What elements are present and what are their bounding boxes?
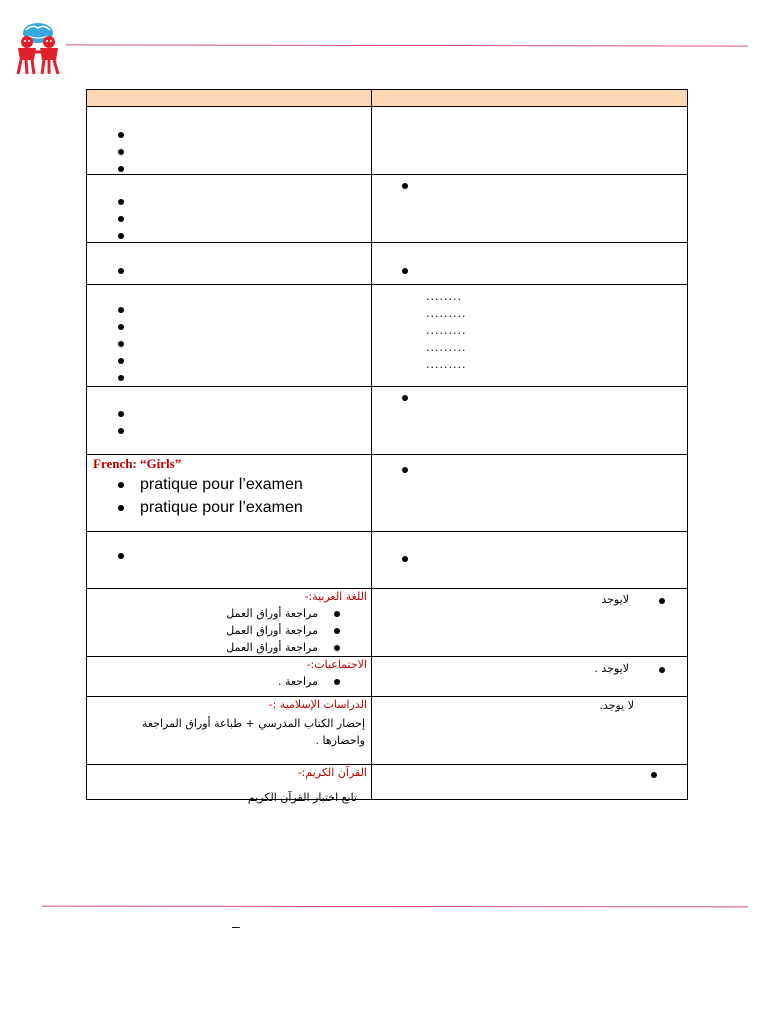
french-title: French: “Girls” — [93, 456, 182, 471]
table-row-islamic — [87, 697, 688, 765]
table-row — [87, 175, 688, 243]
homework-cell — [372, 455, 688, 532]
subject-cell-quran — [87, 765, 372, 804]
bullet — [651, 772, 657, 778]
table-row — [87, 387, 688, 455]
arabic-list — [226, 605, 340, 656]
table-row-social — [87, 657, 688, 697]
bullet — [659, 667, 665, 673]
table-header-row — [87, 90, 688, 107]
french-item: pratique pour l’examen — [118, 496, 303, 519]
table-row — [87, 285, 688, 387]
quran-heading: القرآن الكريم:- — [297, 766, 367, 779]
table-row — [87, 243, 688, 285]
subject-cell-arabic — [87, 589, 372, 657]
arabic-heading: اللغة العربية:- — [304, 590, 367, 603]
arabic-item: مراجعة أوراق العمل — [226, 622, 340, 639]
homework-cell-arabic — [372, 589, 688, 657]
subject-cell — [87, 175, 372, 243]
islamic-heading: الدراسات الإسلامية :- — [268, 698, 367, 711]
french-item: pratique pour l’examen — [118, 473, 303, 496]
dotted-line: ......... — [426, 307, 467, 320]
arabic-item: مراجعة أوراق العمل — [226, 605, 340, 622]
arabic-item: مراجعة أوراق العمل — [226, 639, 340, 656]
header-cell-right — [372, 90, 688, 107]
subject-cell — [87, 387, 372, 455]
dotted-line: ......... — [426, 341, 467, 354]
social-heading: الاجتماعيات:- — [306, 658, 367, 671]
subject-cell-french — [87, 455, 372, 532]
subject-cell — [87, 243, 372, 285]
footer-rule — [42, 906, 748, 908]
subject-cell-islamic — [87, 697, 372, 765]
subject-cell — [87, 532, 372, 589]
french-list — [118, 473, 303, 519]
homework-cell-islamic — [372, 697, 688, 765]
homework-cell — [372, 387, 688, 455]
subject-cell — [87, 107, 372, 175]
dotted-line: ......... — [426, 324, 467, 337]
header-cell-left — [87, 90, 372, 107]
table-row — [87, 107, 688, 175]
social-homework-text: لايوجد . — [594, 662, 629, 675]
homework-table — [86, 89, 688, 804]
school-logo — [12, 18, 64, 76]
bullet — [659, 598, 665, 604]
dotted-line: ......... — [426, 358, 467, 371]
dotted-line: ........ — [426, 290, 462, 303]
social-list — [278, 673, 340, 690]
islamic-text: إحضار الكتاب المدرسي + طباعة أوراق المراجعة واحضارها . — [141, 717, 365, 747]
arabic-homework-text: لايوجد — [601, 593, 629, 606]
quran-text: تابع اختبار القرآن الكريم — [247, 791, 357, 804]
table-row-french — [87, 455, 688, 532]
subject-cell-social — [87, 657, 372, 697]
social-homework — [594, 662, 629, 675]
homework-cell — [372, 532, 688, 589]
subject-cell — [87, 285, 372, 387]
footer-mark: – — [232, 918, 240, 934]
homework-cell-social — [372, 657, 688, 697]
homework-cell-quran — [372, 765, 688, 800]
table-row — [87, 532, 688, 589]
homework-cell — [372, 285, 688, 387]
islamic-homework-text: لا يوجد. — [599, 699, 634, 712]
homework-cell — [372, 243, 688, 285]
social-item: مراجعة . — [278, 673, 340, 690]
dotted-lines — [426, 288, 466, 373]
table-row-arabic — [87, 589, 688, 657]
homework-cell — [372, 175, 688, 243]
arabic-homework — [601, 593, 629, 606]
table-row-quran — [87, 765, 688, 800]
header-rule — [66, 44, 748, 46]
homework-cell — [372, 107, 688, 175]
